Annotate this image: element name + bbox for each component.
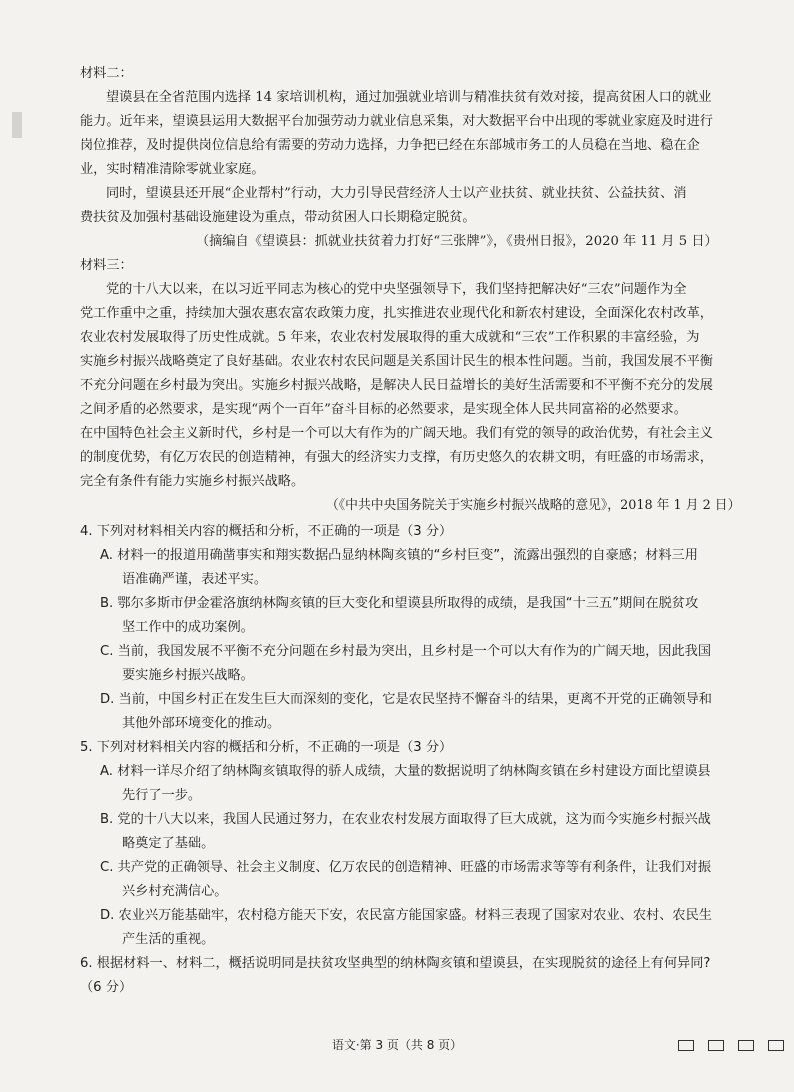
question4-stem: 4. 下列对材料相关内容的概括和分析，不正确的一项是（3 分） bbox=[80, 524, 453, 539]
checkbox-square-icon bbox=[678, 1040, 694, 1051]
material2-heading: 材料二： bbox=[80, 66, 133, 81]
material2-line: 能力。近年来，望谟县运用大数据平台加强劳动力就业信息采集，对大数据平台中出现的零就业家庭及时进行 bbox=[80, 114, 713, 129]
question5-option-a-cont: 先行了一步。 bbox=[122, 788, 202, 803]
material3-source: （《中共中央国务院关于实施乡村振兴战略的意见》，2018 年 1 月 2 日） bbox=[326, 498, 741, 513]
question4-option-a: A. 材料一的报道用确凿事实和翔实数据凸显纳林陶亥镇的“乡村巨变”，流露出强烈的自豪感；材料三用 bbox=[100, 548, 698, 563]
material3-line: 党的十八大以来，在以习近平同志为核心的党中央坚强领导下，我们坚持把解决好“三农”问题作为全 bbox=[106, 282, 687, 297]
material3-line: 在中国特色社会主义新时代，乡村是一个可以大有作为的广阔天地。我们有党的领导的政治优势，有社会主义 bbox=[80, 426, 713, 441]
question5-option-d-cont: 产生活的重视。 bbox=[122, 932, 215, 947]
page-footer: 语文·第 3 页（共 8 页） bbox=[331, 1038, 463, 1052]
material3-line: 之间矛盾的必然要求，是实现“两个一百年”奋斗目标的必然要求，是实现全体人民共同富裕的必然要求。 bbox=[80, 402, 687, 417]
material2-line: 岗位推荐，及时提供岗位信息给有需要的劳动力选择，力争把已经在东部城市务工的人员稳在当地、稳在企 bbox=[80, 138, 700, 153]
material2-line: 同时，望谟县还开展“企业帮村”行动，大力引导民营经济人士以产业扶贫、就业扶贫、公益扶贫、消 bbox=[106, 186, 687, 201]
material2-line: 业，实时精准清除零就业家庭。 bbox=[80, 162, 265, 177]
question5-option-b: B. 党的十八大以来，我国人民通过努力，在农业农村发展方面取得了巨大成就，这为而今实施乡村振兴战 bbox=[100, 812, 711, 827]
question4-option-d: D. 当前，中国乡村正在发生巨大而深刻的变化，它是农民坚持不懈奋斗的结果，更离不开党的正确领导和 bbox=[100, 692, 712, 707]
question4-option-b-cont: 坚工作中的成功案例。 bbox=[122, 620, 254, 635]
question4-option-c: C. 当前，我国发展不平衡不充分问题在乡村最为突出，且乡村是一个可以大有作为的广阔天地，因此我国 bbox=[100, 644, 712, 659]
question5-option-d: D. 农业兴万能基础牢，农村稳方能天下安，农民富方能国家盛。材料三表现了国家对农业、农村、农民生 bbox=[100, 908, 712, 923]
question5-option-b-cont: 略奠定了基础。 bbox=[122, 836, 215, 851]
question5-option-c: C. 共产党的正确领导、社会主义制度、亿万农民的创造精神、旺盛的市场需求等等有利条件，让我们对振 bbox=[100, 860, 712, 875]
question5-option-a: A. 材料一详尽介绍了纳林陶亥镇取得的骄人成绩，大量的数据说明了纳林陶亥镇在乡村建设方面比望谟县 bbox=[100, 764, 711, 779]
question6-stem: 6. 根据材料一、材料二，概括说明同是扶贫攻坚典型的纳林陶亥镇和望谟县，在实现脱贫的途径上有何异同? bbox=[80, 956, 711, 971]
material3-line: 实施乡村振兴战略奠定了良好基础。农业农村农民问题是关系国计民生的根本性问题。当前，我国发展不平衡 bbox=[80, 354, 713, 369]
material3-line: 完全有条件有能力实施乡村振兴战略。 bbox=[80, 474, 305, 489]
material2-source: （摘编自《望谟县：抓就业扶贫着力打好“三张牌”》，《贵州日报》，2020 年 11 月 5 日） bbox=[196, 234, 718, 249]
checkbox-square-icon bbox=[768, 1040, 784, 1051]
question4-option-a-cont: 语准确严谨，表述平实。 bbox=[122, 572, 268, 587]
material3-line: 党工作重中之重，持续加大强农惠农富农政策力度，扎实推进农业现代化和新农村建设，全面深化农村改革， bbox=[80, 306, 713, 321]
material3-line: 不充分问题在乡村最为突出。实施乡村振兴战略，是解决人民日益增长的美好生活需要和不平衡不充分的发展 bbox=[80, 378, 713, 393]
question5-stem: 5. 下列对材料相关内容的概括和分析，不正确的一项是（3 分） bbox=[80, 740, 453, 755]
material3-line: 的制度优势，有亿万农民的创造精神，有强大的经济实力支撑，有历史悠久的农耕文明，有旺盛的市场需求， bbox=[80, 450, 713, 465]
question4-option-b: B. 鄂尔多斯市伊金霍洛旗纳林陶亥镇的巨大变化和望谟县所取得的成绩，是我国“十三五”期间在脱贫攻 bbox=[100, 596, 699, 611]
material3-line: 农业农村发展取得了历史性成就。5 年来，农业农村发展取得的重大成就和“三农”工作积累的丰富经验，为 bbox=[80, 330, 700, 345]
question5-option-c-cont: 兴乡村充满信心。 bbox=[122, 884, 228, 899]
question6-score: （6 分） bbox=[80, 980, 133, 995]
material3-heading: 材料三： bbox=[80, 258, 133, 273]
question4-option-c-cont: 要实施乡村振兴战略。 bbox=[122, 668, 254, 683]
footer-boxes bbox=[678, 1040, 784, 1051]
material2-line: 费扶贫及加强村基础设施建设为重点，带动贫困人口长期稳定脱贫。 bbox=[80, 210, 476, 225]
checkbox-square-icon bbox=[708, 1040, 724, 1051]
question4-option-d-cont: 其他外部环境变化的推动。 bbox=[122, 716, 281, 731]
margin-mark bbox=[12, 112, 22, 138]
checkbox-square-icon bbox=[738, 1040, 754, 1051]
material2-line: 望谟县在全省范围内选择 14 家培训机构，通过加强就业培训与精准扶贫有效对接，提高贫困人口的就业 bbox=[106, 90, 712, 105]
